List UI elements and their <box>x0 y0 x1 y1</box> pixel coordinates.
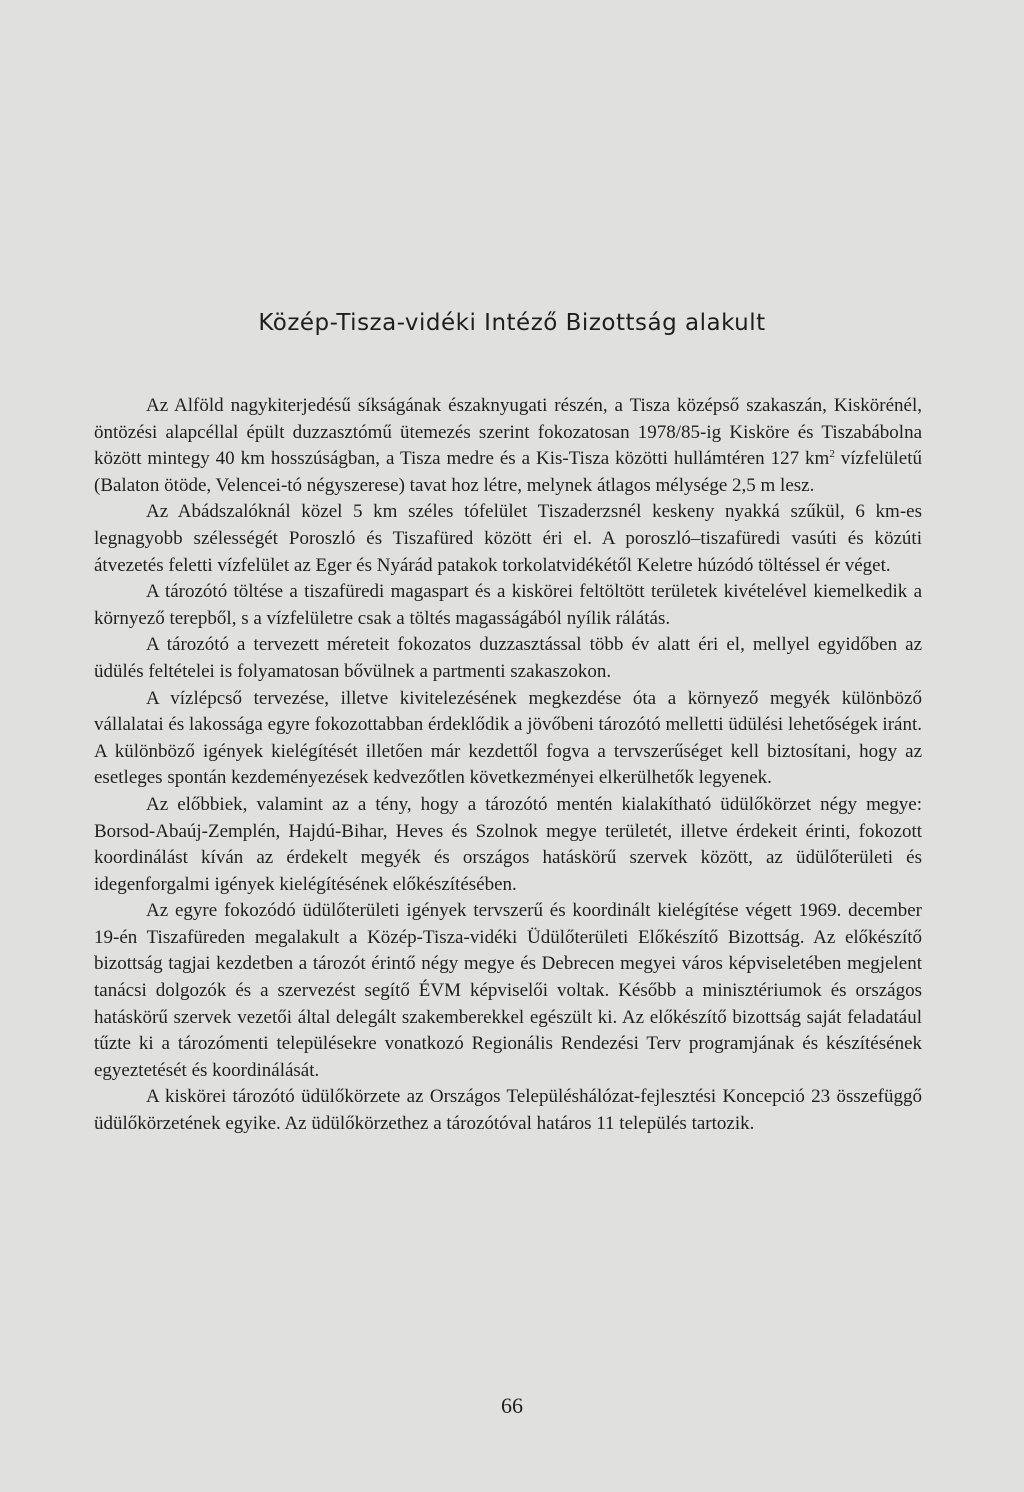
page-number: 66 <box>501 1393 523 1418</box>
superscript-2: 2 <box>829 448 835 461</box>
paragraph-1-text-continued: vízfelületű (Balaton ötöde, Velencei-tó négyszerese) tavat hoz létre, melynek átlagos mélysége 2,5 m lesz. <box>94 448 923 496</box>
paragraph-2: Az Abádszalóknál közel 5 km széles tófelület Tiszaderzsnél keskeny nyakká szűkül, 6 km-es legnagyobb szélességét Poroszló és Tiszafüred között éri el. A poroszló–tiszafüredi vasúti és közúti átvezetés feletti vízfelület az Eger és Nyárád patakok torkolatvidékétől Keletre húzódó töltéssel ér véget. <box>94 501 922 576</box>
paragraph-1-text: Az Alföld nagykiterjedésű síkságának északnyugati részén, a Tisza középső szakaszán, Kiskörénél, öntözési alapcéllal épült duzzasztómű ütemezés szerint fokozatosan 1978/85-ig Kisköre és Tiszabábolna között mintegy 40 km hosszúságban, a Tisza medre és a Kis-Tisza közötti hullámtéren 127 km <box>94 395 922 470</box>
paragraph-7: Az egyre fokozódó üdülőterületi igények tervszerű és koordinált kielégítése végett 1969. december 19-én Tiszafüreden megalakult a Közép-Tisza-vidéki Üdülőterületi Előkészítő Bizottság. Az előkészítő bizottság tagjai kezdetben a tározót érintő négy megye és Debrecen megyei város képviseletében megjelent tanácsi dolgozók és a szervezést segítő ÉVM képviselői voltak. Később a minisztériumok és országos hatáskörű szervek vezetői által delegált szakemberekkel egészült ki. Az előkészítő bizottság saját feladatául tűzte ki a tározómenti településekre vonatkozó Regionális Rendezési Terv programjának és készítésének egyeztetését és koordinálását. <box>94 900 922 1081</box>
paragraph-1 <box>94 393 922 499</box>
paragraph-8: A kiskörei tározótó üdülőkörzete az Országos Településhálózat-fejlesztési Koncepció 23 összefüggő üdülőkörzetének egyike. Az üdülőkörzethez a tározótóval határos 11 település tartozik. <box>94 1086 922 1135</box>
paragraph-5: A vízlépcső tervezése, illetve kivitelezésének megkezdése óta a környező megyék különböző vállalatai és lakossága egyre fokozottabban érdeklődik a jövőbeni tározótó melletti üdülési lehetőségek iránt. A különböző igények kielégítését illetően már kezdettől fogva a tervszerűséget kell biztosítani, hogy az esetleges spontán kezdeményezések kedvezőtlen következményei elkerülhetők legyenek. <box>94 687 922 789</box>
article-body <box>94 393 922 1138</box>
paragraph-3: A tározótó töltése a tiszafüredi magaspart és a kiskörei feltöltött területek kivételével kiemelkedik a környező terepből, s a vízfelületre csak a töltés magasságából nyílik rálátás. <box>94 581 922 629</box>
paragraph-6: Az előbbiek, valamint az a tény, hogy a tározótó mentén kialakítható üdülőkörzet négy megye: Borsod-Abaúj-Zemplén, Hajdú-Bihar, Heves és Szolnok megye területét, illetve érdekeit érinti, fokozott koordinálást kíván az érdekelt megyék és országos hatáskörű szervek között, az üdülőterületi és idegenforgalmi igények kielégítésének előkészítésében. <box>94 793 922 895</box>
paragraph-4: A tározótó a tervezett méreteit fokozatos duzzasztással több év alatt éri el, mellyel egyidőben az üdülés feltételei is folyamatosan bővülnek a partmenti szakaszokon. <box>94 634 922 682</box>
page-title: Közép-Tisza-vidéki Intéző Bizottság alakult <box>258 310 766 336</box>
